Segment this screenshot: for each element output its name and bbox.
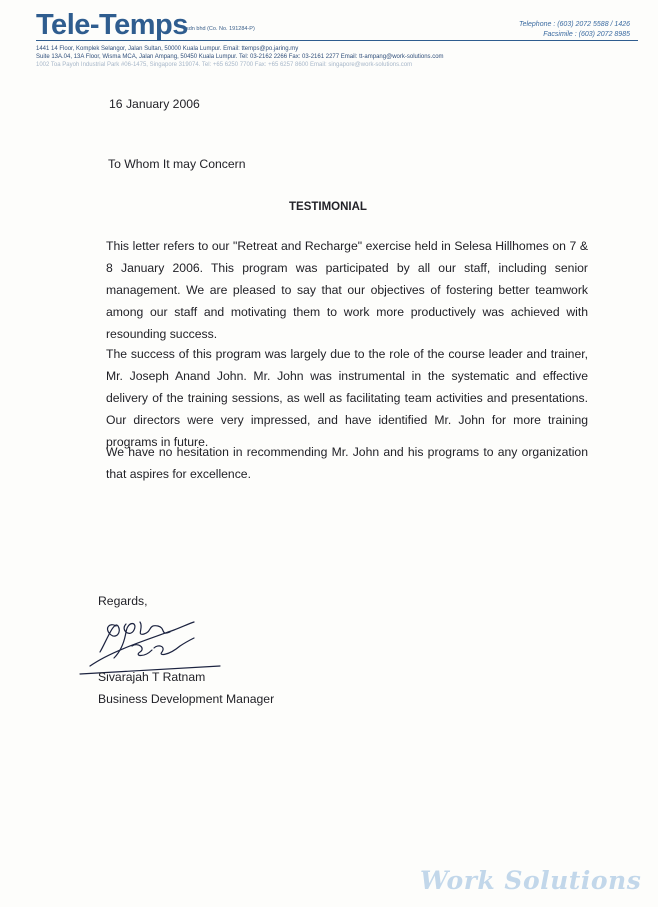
body-paragraph: This letter refers to our "Retreat and Recharge" exercise held in Selesa Hillhomes on 7 & 8 January 2006. This program was participated by all our staff, including senior management. We are pleased to say that our objectives of fostering better teamwork among our staff and motivating them to work more productively was achieved with resounding success. xyxy=(106,239,588,341)
facsimile-number: Facsimile : (603) 2072 8985 xyxy=(543,31,630,38)
closing: Regards, xyxy=(98,594,148,608)
letterhead-divider xyxy=(36,40,638,41)
body-paragraph: The success of this program was largely due to the role of the course leader and trainer, Mr. Joseph Anand John. Mr. John was instrumental in the systematic and effective delivery of the training sessions, as well as facilitating team activities and presentations. Our directors were very impressed, and have identified Mr. John for more training programs in future. xyxy=(106,347,588,449)
salutation: To Whom It may Concern xyxy=(108,157,246,171)
telephone-number: Telephone : (603) 2072 5588 / 1426 xyxy=(518,21,630,28)
letter-date: 16 January 2006 xyxy=(109,97,200,111)
handwritten-signature xyxy=(70,612,230,678)
signer-name: Sivarajah T Ratnam xyxy=(98,670,206,684)
letter-title: TESTIMONIAL xyxy=(289,201,367,213)
address-block xyxy=(36,45,636,69)
contact-numbers xyxy=(519,20,630,40)
signer-title: Business Development Manager xyxy=(98,692,275,706)
address-line: 1002 Toa Payoh Industrial Park #06-1475, Singapore 319074. Tel: +65 6250 7700 Fax: +65 6257 8600 Email: singapore@work-solutions.com xyxy=(36,62,413,68)
body-paragraph: We have no hesitation in recommending Mr. John and his programs to any organization that aspires for excellence. xyxy=(106,445,588,481)
company-logo: Tele-Temps xyxy=(36,9,188,41)
footer-brand-watermark: Work Solutions xyxy=(420,866,642,895)
company-registration: sdn bhd (Co. No. 191284-P) xyxy=(186,26,255,32)
address-line: 1441 14 Floor, Komplek Selangor, Jalan Sultan, 50000 Kuala Lumpur. Email: ttemps@po.jaring.my xyxy=(36,46,299,52)
address-line: Suite 13A.04, 13A Floor, Wisma MCA, Jalan Ampang, 50450 Kuala Lumpur. Tel: 03-2162 2266 Fax: 03-2161 2277 Email: tt-ampang@work-solutions.com xyxy=(36,54,444,60)
